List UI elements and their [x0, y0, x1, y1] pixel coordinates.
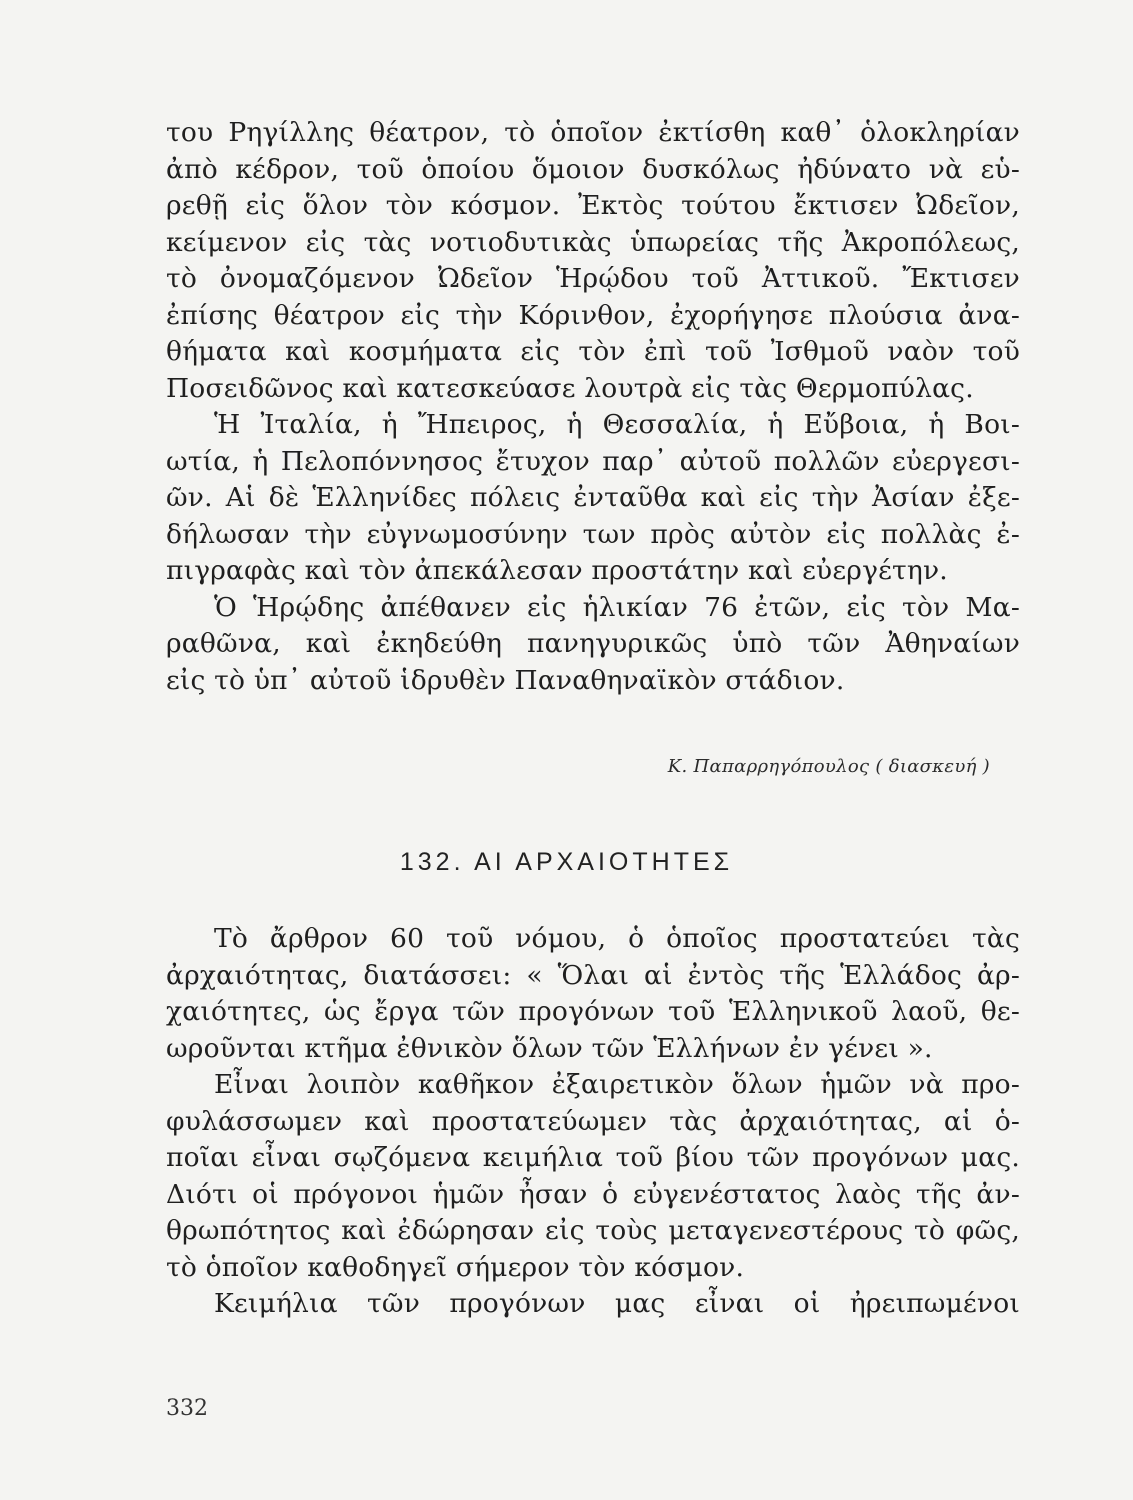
- text-line: ωτία, ἡ Πελοπόννησος ἔτυχον παρ᾿ αὐτοῦ πολλῶν εὐεργεσι-: [166, 445, 1020, 477]
- text-line: του Ρηγίλλης θέατρον, τὸ ὁποῖον ἐκτίσθη καθ᾿ ὁλοκληρίαν: [166, 117, 1020, 148]
- author-attribution: Κ. Παπαρρηγόπουλος ( διασκευή ): [667, 756, 990, 777]
- text-line: θήματα καὶ κοσμήματα εἰς τὸν ἐπὶ τοῦ Ἰσθμοῦ ναὸν τοῦ: [166, 336, 1020, 367]
- text-line: δήλωσαν τὴν εὐγνωμοσύνην των πρὸς αὐτὸν εἰς πολλὰς ἐ-: [166, 518, 1020, 550]
- text-line: Διότι οἱ πρόγονοι ἡμῶν ἦσαν ὁ εὐγενέστατος λαὸς τῆς ἀν-: [166, 1178, 1020, 1210]
- text-line: φυλάσσωμεν καὶ προστατεύωμεν τὰς ἀρχαιότητας, αἱ ὁ-: [166, 1105, 1020, 1137]
- text-line: ῶν. Αἱ δὲ Ἑλληνίδες πόλεις ἐνταῦθα καὶ εἰς τὴν Ἀσίαν ἐξε-: [166, 482, 1020, 513]
- text-line: ἀρχαιότητας, διατάσσει: « Ὅλαι αἱ ἐντὸς τῆς Ἑλλάδος ἀρ-: [166, 959, 1020, 991]
- text-line: πιγραφὰς καὶ τὸν ἀπεκάλεσαν προστάτην καὶ εὐεργέτην.: [166, 555, 948, 586]
- text-line: Ὁ Ἡρῴδης ἀπέθανεν εἰς ἡλικίαν 76 ἐτῶν, εἰς τὸν Μα-: [214, 591, 1020, 623]
- text-line: Ἡ Ἰταλία, ἡ Ἤπειρος, ἡ Θεσσαλία, ἡ Εὔβοια, ἡ Βοι-: [214, 409, 1020, 440]
- text-line: Ποσειδῶνος καὶ κατεσκεύασε λουτρὰ εἰς τὰς Θερμοπύλας.: [166, 372, 974, 404]
- text-line: χαιότητες, ὡς ἔργα τῶν προγόνων τοῦ Ἑλληνικοῦ λαοῦ, θε-: [166, 996, 1020, 1027]
- section-heading: 132. ΑΙ ΑΡΧΑΙΟΤΗΤΕΣ: [399, 848, 734, 876]
- text-line: θρωπότητος καὶ ἐδώρησαν εἰς τοὺς μεταγενεστέρους τὸ φῶς,: [166, 1215, 1020, 1246]
- text-block-antiquities: [166, 921, 1020, 1323]
- text-line: ἀπὸ κέδρον, τοῦ ὁποίου ὅμοιον δυσκόλως ἠδύνατο νὰ εὑ-: [166, 153, 1020, 185]
- text-block-herodes: [166, 115, 1020, 699]
- text-line: κείμενον εἰς τὰς νοτιοδυτικὰς ὑπωρείας τῆς Ἀκροπόλεως,: [166, 226, 1020, 258]
- text-line: Εἶναι λοιπὸν καθῆκον ἐξαιρετικὸν ὅλων ἡμῶν νὰ προ-: [214, 1069, 1020, 1100]
- text-line: Κειμήλια τῶν προγόνων μας εἶναι οἱ ἠρειπωμένοι: [214, 1288, 1020, 1319]
- text-line: τὸ ὀνομαζόμενον Ὠδεῖον Ἡρῴδου τοῦ Ἀττικοῦ. Ἔκτισεν: [166, 263, 1020, 294]
- text-line: ποῖαι εἶναι σῳζόμενα κειμήλια τοῦ βίου τῶν προγόνων μας.: [166, 1142, 1020, 1173]
- page-number: 332: [166, 1396, 208, 1421]
- text-line: ραθῶνα, καὶ ἐκηδεύθη πανηγυρικῶς ὑπὸ τῶν Ἀθηναίων: [166, 628, 1020, 659]
- text-line: ἐπίσης θέατρον εἰς τὴν Κόρινθον, ἐχορήγησε πλούσια ἀνα-: [166, 299, 1020, 331]
- text-line: ρεθῇ εἰς ὅλον τὸν κόσμον. Ἐκτὸς τούτου ἔκτισεν Ὠδεῖον,: [166, 190, 1020, 221]
- text-line: ωροῦνται κτῆμα ἐθνικὸν ὅλων τῶν Ἑλλήνων ἐν γένει ».: [166, 1032, 933, 1064]
- text-line: τὸ ὁποῖον καθοδηγεῖ σήμερον τὸν κόσμον.: [166, 1251, 745, 1283]
- text-line: Τὸ ἄρθρον 60 τοῦ νόμου, ὁ ὁποῖος προστατεύει τὰς: [214, 923, 1020, 954]
- text-line: εἰς τὸ ὑπ᾿ αὐτοῦ ἱδρυθὲν Παναθηναϊκὸν στάδιον.: [166, 664, 845, 696]
